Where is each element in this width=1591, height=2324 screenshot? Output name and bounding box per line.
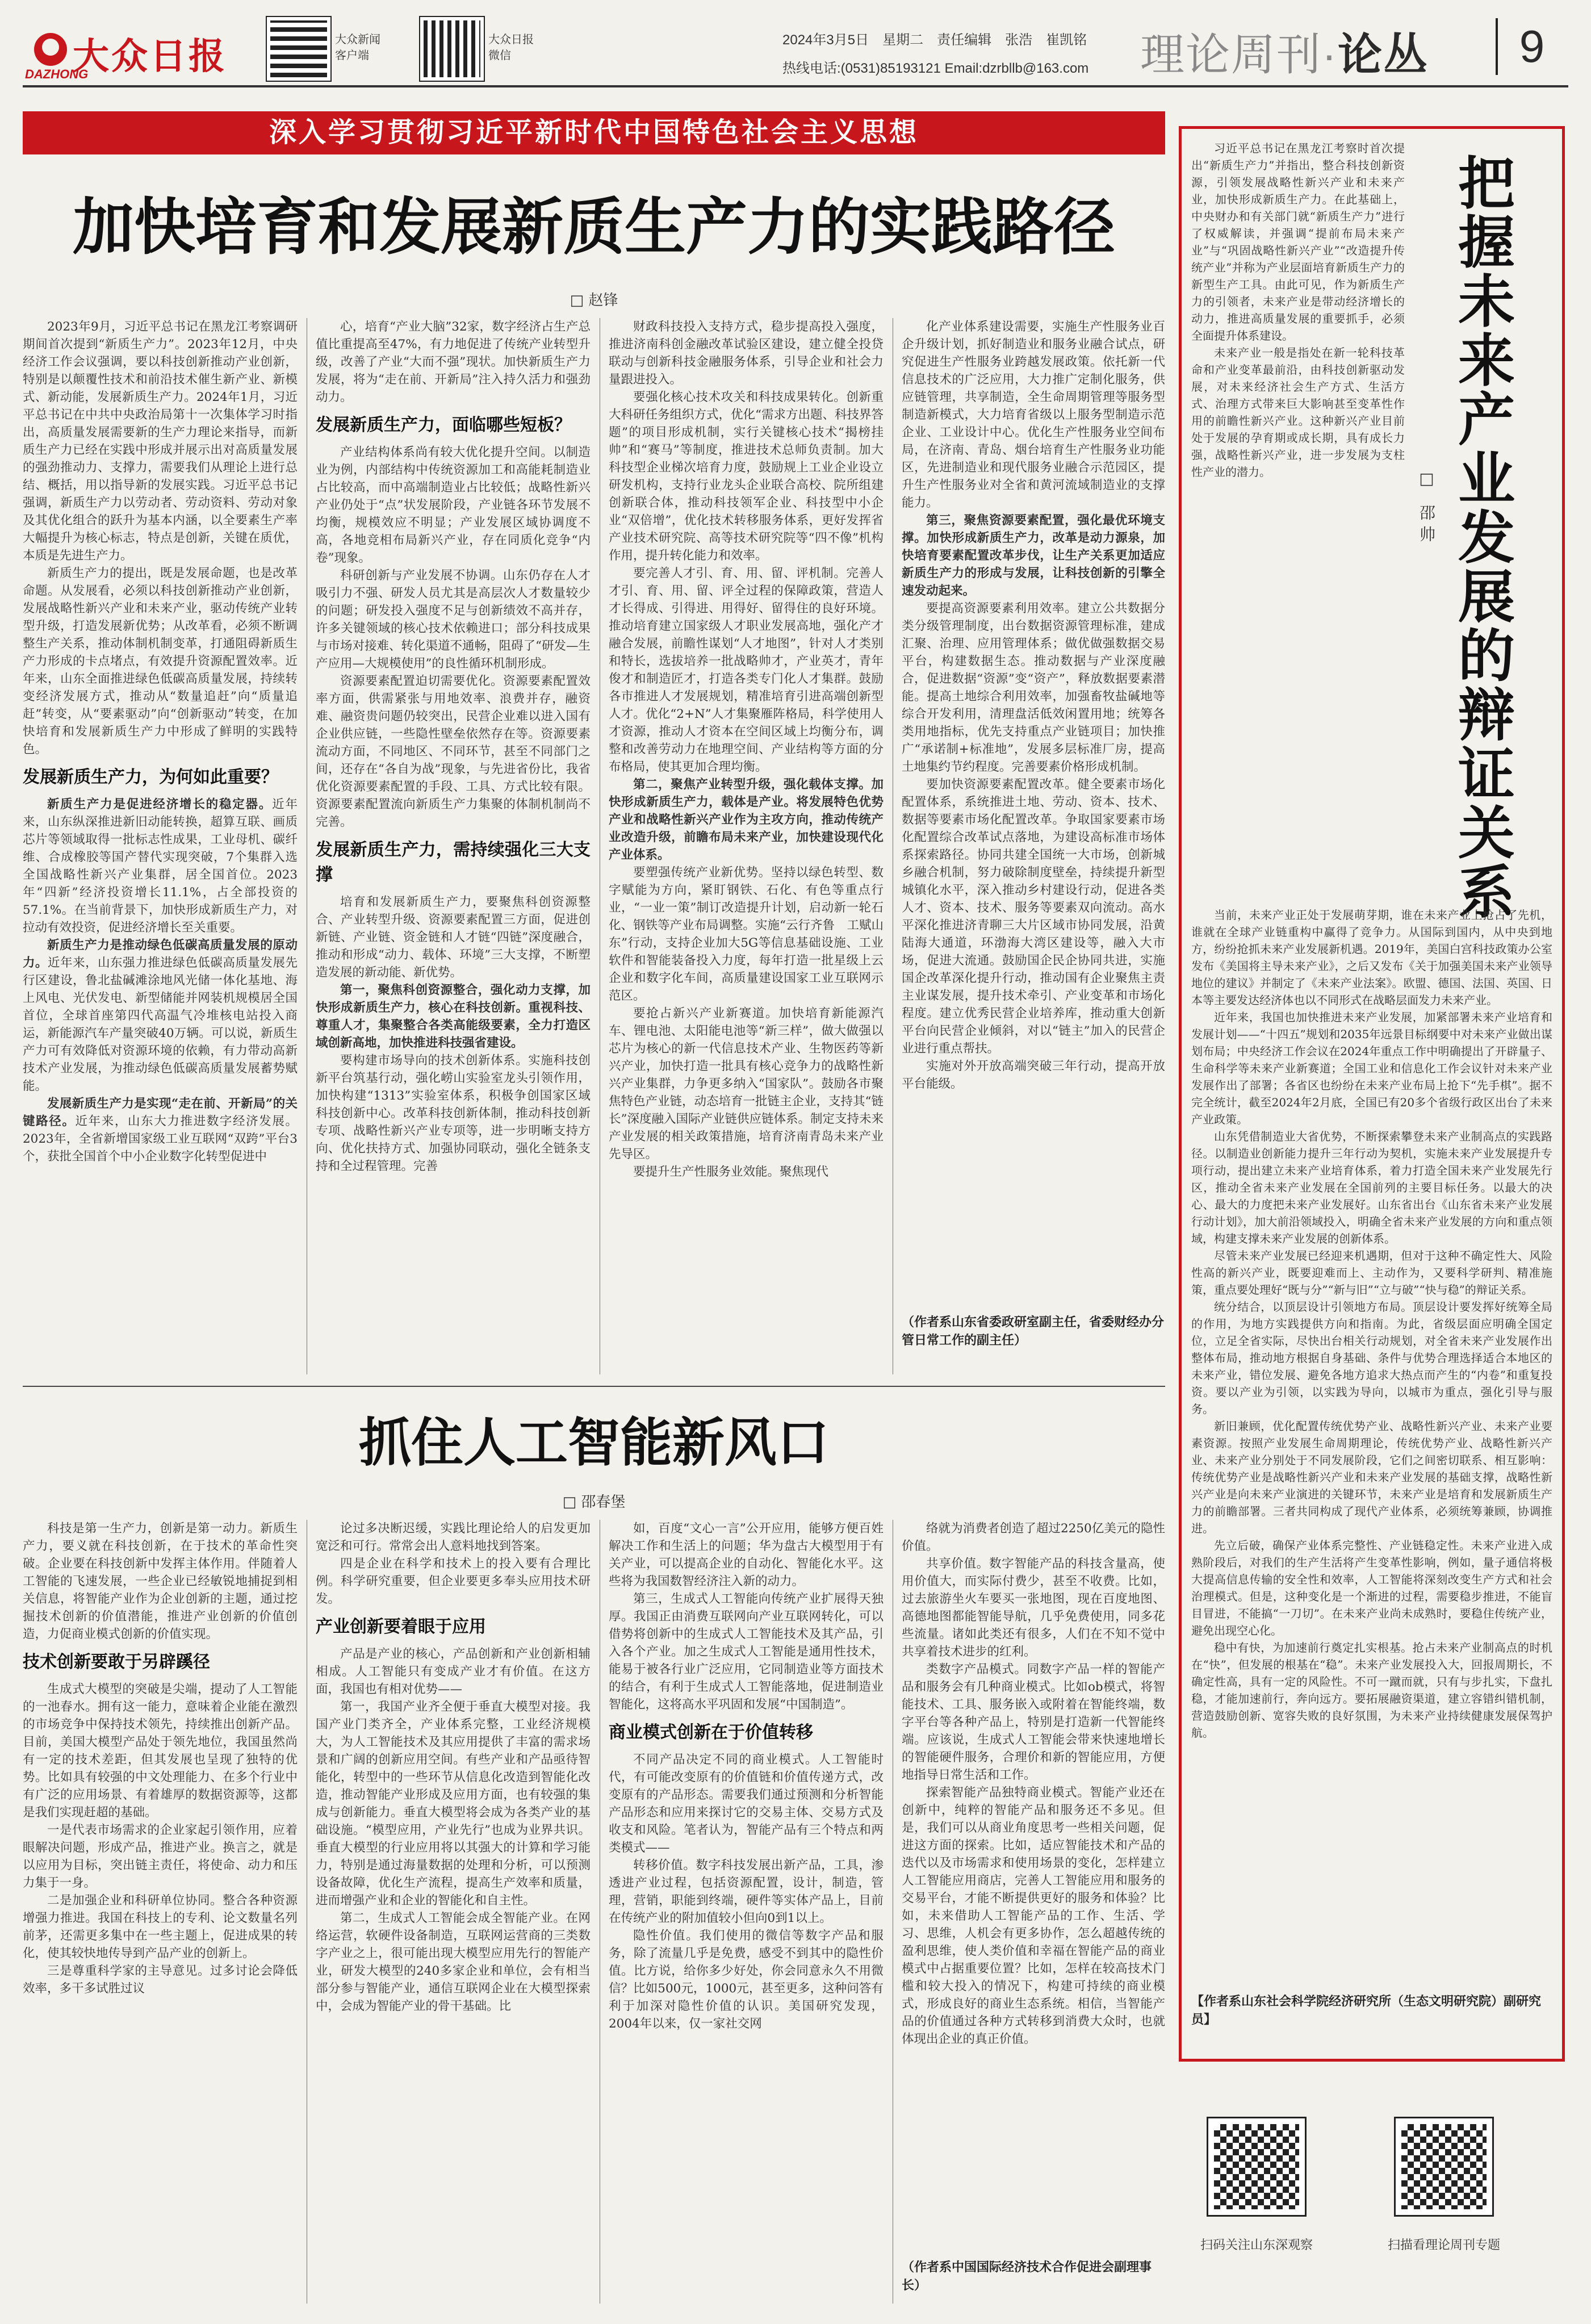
paragraph-text: 2023年9月，习近平总书记在黑龙江考察调研期间首次提到“新质生产力”。2023年12月，中央经济工作会议强调，要以科技创新推动产业创新，特别是以颠覆性技术和前沿技术催生新产业、新模式、新动能，发展新质生产力。2024年1月，习近平总书记在中共中央政治局第十一次集体学习时指出，高质量发展需要新的生产力理论来指导，而新质生产力已经在实践中形成并展示出对高质量发展的强劲推动力、支撑力，需要我们从理论上进行总结、概括，用以指导新的发展实践。习近平总书记强调，新质生产力以劳动者、劳动资料、劳动对象及其优化组合的跃升为基本内涵，以全要素生产率大幅提升为核心标志，特点是创新，关键在质优，本质是先进生产力。 (23, 320, 298, 563)
paragraph (1191, 1247, 1552, 1298)
subheading: 发展新质生产力，为何如此重要？ (23, 767, 278, 787)
article2-column-4 (902, 1520, 1165, 2252)
paragraph-text: 不同产品决定不同的商业模式。人工智能时代，有可能改变原有的价值链和价值传递方式，改变原有的产品形态。需要我们通过预测和分析智能产品形态和应用来探讨它的交易主体、交易方式及收支和风险。笔者认为，智能产品有三个特点和两类模式—— (609, 1753, 884, 1855)
paragraph-text: 类数字产品模式。同数字产品一样的智能产品和服务会有几种商业模式。比如ob模式，将智能技术、工具、服务嵌入或附着在智能终端，数字平台等各种产品上，特别是打造新一代智能终端。应该说，生成式人工智能会带来快速地增长的智能硬件服务，合理价和新的智能应用，方便地指导日常生活和工作。 (902, 1662, 1165, 1782)
paragraph-text: 第三，生成式人工智能向传统产业扩展得天独厚。我国正由消费互联网向产业互联网转化，可以借势将创新中的生成式人工智能技术及其产品，引入各个产业。加之生成式人工智能是通用性技术，能易于被各行业广泛应用，它同制造业等方面技术的结合，有利于生成式人工智能落地，促进制造业智能化，这将高水平巩固和发展“中国制造”。 (609, 1592, 884, 1712)
paragraph (1191, 1298, 1552, 1418)
paragraph (609, 1005, 884, 1163)
paragraph-text: 近年来，山东强力推进绿色低碳高质量发展先行区建设，鲁北盐碱滩涂地风光储一体化基地、海上风电、光伏发电、新型储能并网装机规模居全国首位，全球首座第四代高温气冷堆核电站投入商运，新能源汽车产量突破40万辆。可以说，新质生产力可有效降低对资源环境的依赖，有力带动高新技术产业发展，为推动绿色低碳高质量发展蓄势赋能。 (23, 956, 298, 1093)
paragraph-text: 探索智能产品独特商业模式。智能产业还在创新中，纯粹的智能产品和服务还不多见。但是，我们可以从商业角度思考一些相关问题，促进这方面的探索。比如，适应智能技术和产品的迭代以及市场需求和使用场景的变化，怎样建立人工智能应用商店，完善人工智能应用和服务的交易平台，才能不断提供更好的服务和体验？比如，未来借助人工智能产品的工作、生活、学习、思维，人机会有更多协作，怎么超越传统的盈利思维，使人类价值和幸福在智能产品的商业模式中占据重要位置？比如，怎样在较高技术门槛和较大投入的情况下，构建可持续的商业模式，形成良好的商业生态系统。相信，当智能产品的价值通过各种方式转移到消费大众时，也就体现出企业的真正价值。 (902, 1786, 1165, 2046)
paragraph (609, 1520, 884, 1590)
paragraph (902, 1661, 1165, 1784)
paragraph (316, 1698, 591, 1909)
paragraph-text: 第一，我国产业齐全便于垂直大模型对接。我国产业门类齐全，产业体系完整，工业经济规模大，为人工智能技术及其应用提供了丰富的需求场景和广阔的创新应用空间。有些产业和产品亟待智能化，转型中的一些环节从信息化改造到智能化改造，推动智能产业形成及应用方面，也有较强的集成与创新能力。垂直大模型将会成为各类产业的基础设施。“模型应用，产业先行”也成为业界共识。垂直大模型的行业应用将以其强大的计算和学习能力，特别是通过海量数据的处理和分析，可以预测设备故障，优化生产流程，提高生产效率和质量，进而增强产业和企业的智能化和自主性。 (316, 1700, 591, 1908)
article2-column-2 (316, 1520, 591, 2304)
section-title-sub: 论丛 (1338, 30, 1429, 80)
topic-qr-code-icon[interactable] (1396, 2118, 1492, 2215)
article3-author-note: 【作者系山东社会科学院经济研究所（生态文明研究院）副研究员】 (1191, 1994, 1542, 2027)
paragraph (316, 444, 591, 567)
follow-qr-caption: 扫码关注山东深观察 (1200, 2238, 1313, 2252)
paragraph (902, 1057, 1165, 1093)
paragraph-text: 二是加强企业和科研单位协同。整合各种资源增强力推进。我国在科技上的专利、论文数量名列前茅，还需更多集中在一些主题上，促进成果的转化，使其较快地传导到产品产业的创新上。 (23, 1894, 298, 1961)
paragraph (609, 318, 884, 388)
article1-column-4 (902, 318, 1165, 1306)
paragraph-text: 要塑强传统产业新优势。坚持以绿色转型、数字赋能为方向，紧盯钢铁、石化、有色等重点行业，“一业一策”制订改造提升计划，启动新一轮石化、钢铁等产业布局调整。实施“云行齐鲁 工赋山东”行动，支持企业加大5G等信息基础设施、工业软件和智能装备投入力度，每年打造一批星级上云企业和数字化车间，高质量建设国家工业互联网示范区。 (609, 866, 884, 1003)
paragraph (1191, 140, 1405, 344)
paragraph-text: 新旧兼顾，优化配置传统优势产业、战略性新兴产业、未来产业要素资源。按照产业发展生命周期理论，传统优势产业、战略性新兴产业、未来产业分别处于不同发展阶段，它们之间密切联系、相互影响：传统优势产业是战略性新兴产业和未来产业发展的基础支撑，战略性新兴产业是向未来产业演进的关键环节，未来产业是培育和发展新质生产力的前瞻部署。三者共同构成了现代产业体系，必须统筹兼顾，协调推进。 (1191, 1419, 1552, 1535)
section-title-main: 理论周刊 (1140, 30, 1322, 80)
paragraph-text: 化产业体系建设需要，实施生产性服务业百企升级计划，抓好制造业和服务业融合试点，研究促进生产性服务业跨越发展政策。依托新一代信息技术的广泛应用，大力推广定制化服务，供应链管理，共享制造，全生命周期管理等服务型制造新模式，大力培育省级以上服务型制造示范企业、工业设计中心。优化生产性服务业空间布局，在济南、青岛、烟台培育生产性服务业功能区，先进制造业和现代服务业融合示范园区，提升生产性服务业对全省和黄河流域制造业的支撑能力。 (902, 320, 1165, 510)
paragraph (902, 512, 1165, 600)
paragraph (316, 1520, 591, 1555)
paragraph (1191, 1009, 1552, 1128)
paragraph-lead: 第二，聚焦产业转型升级，强化载体支撑。加快形成新质生产力，载体是产业。将发展特色优势产业和战略性新兴产业作为主攻方向，推动传统产业改造升级，前瞻布局未来产业，加快建设现代化产业体系。 (609, 778, 884, 862)
paragraph-text: 稳中有快，为加速前行奠定扎实根基。抢占未来产业制高点的时机在“快”，但发展的根基在“稳”。未来产业发展投入大，回报周期长，不确定性高，具有一定的风险性。不可一蹴而就，只有与步扎实，下盘扎稳，才能加速前行，奔向远方。要拓展融资渠道，建立容错纠错机制，营造鼓励创新、宽容失败的良好氛围，为未来产业持续健康发展保驾护航。 (1191, 1641, 1552, 1740)
paragraph (902, 1555, 1165, 1661)
wechat-qr-code-icon[interactable] (420, 17, 484, 81)
paragraph-text: 未来产业一般是指处在新一轮科技革命和产业变革最前沿，由科技创新驱动发展，对未来经济社会生产方式、生活方式、治理方式带来巨大影响甚至变革性作用的前瞻性新兴产业。这种新兴产业目前处于发展的孕育期或成长期，具有成长力强，战略性新兴产业，进一步发展为支柱性产业的潜力。 (1191, 346, 1405, 479)
app-qr-code-icon[interactable] (267, 17, 330, 81)
paragraph (23, 1892, 298, 1962)
paragraph-text: 实施对外开放高端突破三年行动，提高开放平台能级。 (902, 1059, 1165, 1091)
paragraph (23, 318, 298, 565)
paragraph (1191, 1128, 1552, 1247)
paragraph-lead: 第三，聚焦资源要素配置，强化最优环境支撑。加快形成新质生产力，改革是动力源泉，加快培育要素配置改革步伐，让生产关系更加适应新质生产力的形成与发展，让科技创新的引擎全速发动起来。 (902, 513, 1165, 598)
qr1-caption-line1: 大众新闻 (335, 34, 380, 46)
qr1-caption-line2: 客户端 (335, 49, 369, 62)
paragraph-text: 络就为消费者创造了超过2250亿美元的隐性价值。 (902, 1522, 1165, 1553)
paragraph-text: 科技是第一生产力，创新是第一动力。新质生产力，要义就在科技创新，在于技术的革命性突破。企业要在科技创新中发挥主体作用。伴随着人工智能的飞速发展，一些企业已经敏锐地捕捉到相关信息，将智能产业作为企业创新的主题，通过挖掘技术创新的价值潜能，推进产业创新的价值创造，力促商业模式创新的价值实现。 (23, 1522, 298, 1641)
paragraph-text: 心，培育“产业大脑”32家，数字经济占生产总值比重提高至47%，有力地促进了传统产业转型升级，改善了产业“大而不强”现状。加快新质生产力发展，将为“走在前、开新局”注入持久活力和强劲动力。 (316, 320, 591, 404)
paragraph (1191, 906, 1552, 1009)
article1-column-1 (23, 318, 298, 1374)
paragraph (316, 1555, 591, 1608)
paragraph (902, 1520, 1165, 1555)
paragraph-text: 科研创新与产业发展不协调。山东仍存在人才吸引力不强、研发人员尤其是高层次人才数量较少的问题；研发投入强度不足与创新绩效不高并存，许多关键领域的核心技术依赖进口；部分科技成果与市场对接难、转化渠道不通畅，阻碍了“研发—生产应用—大规模使用”的良性循环机制形成。 (316, 569, 591, 671)
paragraph-text: 隐性价值。我们使用的微信等数字产品和服务，除了流量几乎是免费，感受不到其中的隐性价值。比方说，给你多少好处，你会同意永久不用微信？比如500元，1000元，甚至更多，这种问答有利于加深对隐性价值的认识。美国研究发现，2004年以来，仅一家社交网 (609, 1929, 884, 2031)
paragraph-text: 近年来，山东大力推进数字经济发展。2023年，全省新增国家级工业互联网“双跨”平台3个，获批全国首个中小企业数字化转型促进中 (23, 1114, 298, 1164)
paragraph-text: 第二，生成式人工智能会成全智能产业。在网络运营，软硬件设备制造，互联网运营商的三类数字产业之上，很可能出现大模型应用先行的智能产业，研发大模型的240多家企业和单位，会有相当部分参与智能产业，通信互联网企业在大模型探索中，会成为智能产业的骨干基础。比 (316, 1911, 591, 2013)
paragraph-text: 近年来，山东纵深推进新旧动能转换，超算互联、画质芯片等领域取得一批标志性成果，工业母机、碳纤维、合成橡胶等国产替代实现突破，7个集群入选全国战略性新兴产业集群，居全国首位。2023年“四新”经济投资增长11.1%，占全部投资的57.1%。在当前背景下，加快形成新质生产力，对拉动有效投资，促进经济增长至关重要。 (23, 797, 298, 935)
follow-qr-code-icon[interactable] (1208, 2118, 1305, 2215)
paragraph-text: 习近平总书记在黑龙江考察时首次提出“新质生产力”并指出，整合科技创新资源，引领发展战略性新兴产业和未来产业，加快形成新质生产力。在此基础上，中央财办和有关部门就“新质生产力”进行了权威解读，并强调“提前布局未来产业”与“巩固战略性新兴产业”“改造提升传统产业”并称为产业层面培育新质生产力的新型生产工具。由此可见，作为新质生产力的引领者，未来产业是带动经济增长的动力，推进高质量发展的重要抓手，必须全面提升体系建设。 (1191, 141, 1405, 342)
paragraph (23, 1095, 298, 1165)
subheading: 发展新质生产力，面临哪些短板？ (316, 415, 571, 435)
article2-author-note: （作者系中国国际经济技术合作促进会副理事长） (902, 2260, 1152, 2293)
newspaper-name: 大众日报 (73, 35, 227, 78)
newspaper-logo-icon (34, 33, 67, 66)
paragraph-text: 四是企业在科学和技术上的投入要有合理比例。科学研究重要，但企业要更多奉头应用技术研发。 (316, 1557, 591, 1606)
paragraph (316, 1052, 591, 1175)
paragraph-text: 资源要素配置迫切需要优化。资源要素配置效率方面，供需紧张与用地效率、浪费并存，融资难、融资贵问题仍较突出，民营企业难以进入国有企业供应链，一些隐性壁垒依然存在等。资源要素流动方面，不同地区、不同环节，甚至不同部门之间，还存在“各自为战”现象，与先进省份比，我省优化资源要素配置的手段、工具、方式比较有限。资源要素配置流向新质生产力集聚的体制机制尚不完善。 (316, 674, 591, 829)
paragraph (1191, 1418, 1552, 1537)
paragraph-lead: 第一，聚焦科创资源整合，强化动力支撑，加快形成新质生产力，核心在科技创新。重视科技、尊重人才，集聚整合各类高能级要素，全力打造区域创新高地，加快推进科技强省建设。 (316, 983, 591, 1050)
qr1-caption (335, 32, 380, 64)
paragraph (609, 1857, 884, 1927)
paragraph (1191, 1639, 1552, 1741)
paragraph (316, 893, 591, 981)
paragraph-text: 产品是产业的核心，产品创新和产业创新相辅相成。人工智能只有变成产业才有价值。在这方面，我国也有相对优势—— (316, 1647, 591, 1696)
article-separator (23, 1386, 1165, 1387)
paragraph-text: 统分结合，以顶层设计引领地方布局。顶层设计要发挥好统筹全局的作用，为地方实践提供方向和指南。为此，省级层面应明确全国定位，立足全省实际，尽快出台相关行动规划，对全省未来产业发展作出整体布局，推动地方根据自身基础、条件与优势合理选择适合本地区的未来产业，错位发展、避免各地方追求大热点而产生的“内卷”和重复投资。要以产业为引领，以实践为导向，以城市为重点，强化引导与服务。 (1191, 1300, 1552, 1416)
paragraph-text: 要加快资源要素配置改革。健全要素市场化配置体系，系统推进土地、劳动、资本、技术、数据等要素市场化配置改革。争取国家要素市场化配置综合改革试点落地，为建设高标准市场体系探索路径。协同共建全国统一大市场，创新城乡融合机制，努力破除制度壁垒，持续提升新型城镇化水平，深入推动乡村建设行动，促进各类人才、资本、技术、服务等要素双向流动。高水平深化推进济青聊三大片区域市协同发展，沿黄陆海大通道，环渤海大湾区建设等，融入大市场，促进大流通。鼓励国企民企协同共进，实施国企改革深化提升行动，推动国有企业聚焦主责主业谋发展，提升技术牵引、产业变革和市场化程度。建立优秀民营企业培养库，推动重大创新平台向民营企业倾斜，对以“链主”加入的民营企业进行重点帮扶。 (902, 778, 1165, 1056)
subheading: 发展新质生产力，需持续强化三大支撑 (316, 840, 591, 885)
article2-column-1 (23, 1520, 298, 2304)
paragraph-lead: 新质生产力是促进经济增长的稳定器。 (47, 797, 273, 812)
paragraph (609, 864, 884, 1005)
paragraph (316, 1645, 591, 1698)
article1-title: 加快培育和发展新质生产力的实践路径 (72, 191, 1115, 263)
paragraph (23, 1962, 298, 1997)
paragraph-text: 培育和发展新质生产力，要聚焦科创资源整合、产业转型升级、资源要素配置三方面，促进创新链、产业链、资金链和人才链“四链”深度融合，推动和形成“动力、载体、环境”三大支撑，不断塑造发展的新动能、新优势。 (316, 895, 591, 980)
paragraph-text: 三是尊重科学家的主导意见。过多讨论会降低效率，多干多试胜过议 (23, 1964, 298, 1996)
paragraph-lead: 新质生产力是推动绿色低碳高质量发展的原动力。 (23, 938, 298, 970)
paragraph (1191, 344, 1405, 480)
qr2-caption-line2: 微信 (488, 49, 511, 62)
paragraph (23, 796, 298, 937)
paragraph-text: 要完善人才引、育、用、留、评机制。完善人才引、育、用、留、评全过程的保障政策，营造人才长得成、引得进、用得好、留得住的良好环境。推动培育建立国家级人才职业发展高地，强化产才融合发展，前瞻性谋划“人才地图”，针对人才类别和特长，选拔培养一批战略帅才，产业英才，青年俊才和制造匠才，打造各类专门化人才集群。鼓励各市推进人才发展规划，精准培育引进高端创新型人才。优化“2+N”人才集聚雁阵格局，科学使用人才资源，推动人才资本在空间区域上均衡分布，调整和改善劳动力在地理空间、产业结构等方面的分布格局，使其更加合理均衡。 (609, 566, 884, 774)
article2-author: □ 邵春堡 (562, 1494, 626, 1511)
paragraph-text: 尽管未来产业发展已经迎来机遇期，但对于这种不确定性大、风险性高的新兴产业，既要迎难而上、主动作为，又要科学研判、精准施策，重点要处理好“既与分”“新与旧”“立与破”“快与稳”的辩证关系。 (1191, 1249, 1552, 1297)
paragraph (609, 776, 884, 864)
paragraph (609, 1751, 884, 1857)
paragraph-text: 转移价值。数字科技发展出新产品，工具，渗透进产业过程，包括资源配置，设计，制造，管理，营销，职能到终端，硬件等实体产品上，目前在传统产业的附加值较小但向0到1以上。 (609, 1858, 884, 1925)
paragraph (609, 1927, 884, 2033)
paragraph-text: 当前，未来产业正处于发展萌芽期，谁在未来产业上抢占了先机，谁就在全球产业链重构中赢得了竞争力。从国际到国内，从中央到地方，纷纷抢抓未来产业发展新机遇。2019年，美国白宫科技政策办公室发布《美国将主导未来产业》，之后又发布《关于加强美国未来产业领导地位的建议》并制定了《未来产业法案》。欧盟、德国、法国、英国、日本等主要发达经济体也以不同形式在战略层面发力未来产业。 (1191, 908, 1552, 1007)
section-title-dot: · (1322, 30, 1338, 80)
paragraph-text: 如，百度“文心一言”公开应用，能够方便百姓解决工作和生活上的问题；华为盘古大模型用于有关产业，可以提高企业的自动化、智能化水平。这些将为我国数智经济注入新的动力。 (609, 1522, 884, 1589)
paragraph (1191, 1537, 1552, 1639)
paragraph-text: 要强化核心技术攻关和科技成果转化。创新重大科研任务组织方式，优化“需求方出题、科技界答题”的项目形成机制，实行关键核心技术“揭榜挂帅”和“赛马”等制度，推进技术总师负责制。加大科技型企业梯次培育力度，鼓励规上工业企业设立研发机构，支持行业龙头企业联合高校、院所组建创新联合体，推动科技领军企业、科技型中小企业“双倍增”，优化技术转移服务体系，更好发挥省产业技术研究院、高等技术研究院等“四不像”机构作用，提升转化能力和效率。 (609, 390, 884, 563)
paragraph-text: 山东凭借制造业大省优势，不断探索攀登未来产业制高点的实践路径。以制造业创新能力提升三年行动为契机，实施未来产业发展提升专项行动，提出建立未来产业培育体系，着力打造全国未来产业发展先行区，推动全省未来产业发展在全国前列的主要目标任务。以最大的决心、最大的力度把未来产业发展好。山东省出台《山东省未来产业发展行动计划》，加大前沿领域投入，明确全省未来产业发展的方向和重点领域，构建支撑未来产业发展的创新体系。 (1191, 1130, 1552, 1245)
paragraph (23, 1681, 298, 1821)
paragraph (23, 937, 298, 1095)
paragraph (316, 1909, 591, 2015)
paragraph-text: 财政科技投入支持方式，稳步提高投入强度，推进济南科创金融改革试验区建设，建立健全投贷联动与创新科技金融服务体系，引导企业和社会力量跟进投入。 (609, 320, 884, 387)
paragraph-lead: 发展新质生产力是实现“走在前、开新局”的关键路径。 (23, 1097, 298, 1128)
date-editor-line: 2024年3月5日 星期二 责任编辑 张浩 崔凯铭 (782, 32, 1087, 48)
paragraph-text: 近年来，我国也加快推进未来产业发展，加紧部署未来产业培育和发展计划——“十四五”规划和2035年远景目标纲要中对未来产业做出谋划布局；中央经济工作会议在2024年重点工作中明确提出了开辟量子、生命科学等未来产业新赛道；全国工业和信息化工作会议针对未来产业发展作出了部署；各省区也纷纷在未来产业布局上抢下“先手棋”。据不完全统计，截至2024年2月底，全国已有20多个省级行政区出台了未来产业政策。 (1191, 1010, 1552, 1126)
article1-column-3 (609, 318, 884, 1374)
paragraph-text: 新质生产力的提出，既是发展命题，也是改革命题。从发展看，必须以科技创新推动产业创新，发展战略性新兴产业和未来产业，驱动传统产业转型升级，打造发展新优势；从改革看，必须不断调整生产关系，推动体制机制变革，打通阻碍新质生产力形成的卡点堵点，有效提升资源配置效率。近年来，山东全面推进绿色低碳高质量发展，持续转变经济发展方式，推动从“数量追赶”向“质量追赶”转变，从“要素驱动”向“创新驱动”转变，在加快培育和发展新质生产力中形成了鲜明的实践特色。 (23, 566, 298, 756)
page-number: 9 (1496, 18, 1566, 75)
paragraph (902, 318, 1165, 512)
subheading: 商业模式创新在于价值转移 (609, 1723, 813, 1742)
article3-title: 把握未来产业发展的辩证关系 (1448, 153, 1515, 921)
paragraph (609, 1590, 884, 1713)
paragraph (902, 600, 1165, 776)
article2-title: 抓住人工智能新风口 (358, 1412, 829, 1473)
paragraph-text: 论过多决断迟缓，实践比理论给人的启发更加宽泛和可行。常常会出人意料地找到答案。 (316, 1522, 591, 1553)
paragraph (23, 1821, 298, 1892)
paragraph-text: 要提升生产性服务业效能。聚焦现代 (633, 1165, 829, 1179)
subheading: 技术创新要敢于另辟蹊径 (23, 1652, 210, 1672)
paragraph-text: 产业结构体系尚有较大优化提升空间。以制造业为例，内部结构中传统资源加工和高能耗制造业占比较高，而中高端制造业占比较低；战略性新兴产业仍处于“点”状发展阶段，产业链各环节发展不均衡，规模效应不明显；产业发展区域协调度不高，各地竞相布局新兴产业，存在同质化竞争“内卷”现象。 (316, 445, 591, 565)
paragraph-text: 要构建市场导向的技术创新体系。实施科技创新平台筑基行动，强化崂山实验室龙头引领作用，加快构建“1313”实验室体系，积极争创国家区域科技创新中心。改革科技创新体制，推动科技创新专项、战略性新兴产业专项等，进一步明晰支持方向、优化扶持方式、加强协同联动，强化全链条支持和全过程管理。完善 (316, 1054, 591, 1173)
paragraph-text: 共享价值。数字智能产品的科技含量高，使用价值大，而实际付费少，甚至不收费。比如，过去旅游坐火车要买一张地图，现在百度地图、高德地图都能智能导航，几乎免费使用，同多花些流量。诸如此类还有很多，人们在不知不觉中共享着技术进步的红利。 (902, 1557, 1165, 1659)
article1-author: □ 赵锋 (570, 292, 618, 309)
qr2-caption (488, 32, 534, 64)
paragraph (23, 565, 298, 758)
article1-column-2 (316, 318, 591, 1374)
newspaper-latin-name: DAZHONG (25, 67, 89, 81)
paragraph (609, 1163, 884, 1181)
article1-author-note: （作者系山东省委政研室副主任，省委财经办分管日常工作的副主任） (902, 1315, 1165, 1348)
paragraph (316, 567, 591, 672)
article3-main-column (1191, 906, 1552, 1986)
paragraph (316, 318, 591, 406)
subheading: 产业创新要着眼于应用 (316, 1617, 486, 1637)
paragraph (23, 1520, 298, 1643)
paragraph-text: 生成式大模型的突破是尖端，提动了人工智能的一池春水。拥有这一能力，意味着企业能在激烈的市场竞争中保持技术领先，持续推出创新产品。目前，美国大模型产品处于领先地位，我国虽然尚有一定的技术差距，但其发展也呈现了独特的优势。比如具有较强的中文处理能力、在多个行业中有广泛的应用场景、有着雄厚的数据资源等，这都是我们实现赶超的基础。 (23, 1682, 298, 1820)
paragraph (316, 981, 591, 1052)
paragraph-text: 先立后破，确保产业体系完整性、产业链稳定性。未来产业进入成熟阶段后，对我们的生产生活将产生变革性影响，例如，量子通信将极大提高信息传输的安全性和效率，人工智能将深刻改变生产方式和社会治理模式。但是，这种变化是一个渐进的过程，需要稳步推进，不能盲目冒进，不能搞“一刀切”。在未来产业尚未成熟时，要稳住传统产业，避免出现空心化。 (1191, 1539, 1552, 1637)
article3-intro-column (1191, 140, 1405, 901)
paragraph-text: 要抢占新兴产业新赛道。加快培育新能源汽车、锂电池、太阳能电池等“新三样”，做大做强以芯片为核心的新一代信息技术产业、生物医药等新兴产业，加快打造一批具有核心竞争力的战略性新兴产业集群，力争更多纳入“国家队”。鼓励各市聚焦特色产业链，动态培育一批链主企业，支持其“链长”深度融入国际产业链供应链体系。制定支持未来产业发展的相关政策措施，培育济南青岛未来产业先导区。 (609, 1006, 884, 1161)
contact-line: 热线电话:(0531)85193121 Email:dzrbllb@163.com (782, 61, 1089, 76)
section-title (1140, 19, 1429, 83)
masthead-divider (23, 85, 1568, 87)
paragraph (316, 672, 591, 831)
paragraph-text: 要提高资源要素利用效率。建立公共数据分类分级管理制度，出台数据资源管理标准，建成汇聚、治理、应用管理体系；做优做强数据交易平台，构建数据生态。推动数据与产业深度融合，促进数据“资源”变“资产”，释放数据要素潜能。提高土地综合利用效率，加强畜牧盐碱地等综合开发利用，清理盘活低效闲置用地；统筹各类用地指标，优先支持重点产业链项目；加快推广“承诺制+标准地”，发展多层标准厂房，提高土地集约节约程度。完善要素价格形成机制。 (902, 601, 1165, 774)
topic-qr-caption: 扫描看理论周刊专题 (1387, 2238, 1500, 2252)
paragraph-text: 一是代表市场需求的企业家起引领作用，应着眼解决问题，形成产品，推进产业。换言之，就是以应用为目标，突出链主责任，将使命、动力和压力集于一身。 (23, 1823, 298, 1890)
paragraph (902, 1784, 1165, 2048)
paragraph (609, 565, 884, 776)
article2-column-3 (609, 1520, 884, 2304)
qr2-caption-line1: 大众日报 (488, 34, 534, 46)
paragraph (902, 776, 1165, 1057)
article3-author: □ 邵帅 (1417, 469, 1436, 547)
theme-banner: 深入学习贯彻习近平新时代中国特色社会主义思想 (23, 111, 1165, 154)
paragraph (609, 388, 884, 565)
